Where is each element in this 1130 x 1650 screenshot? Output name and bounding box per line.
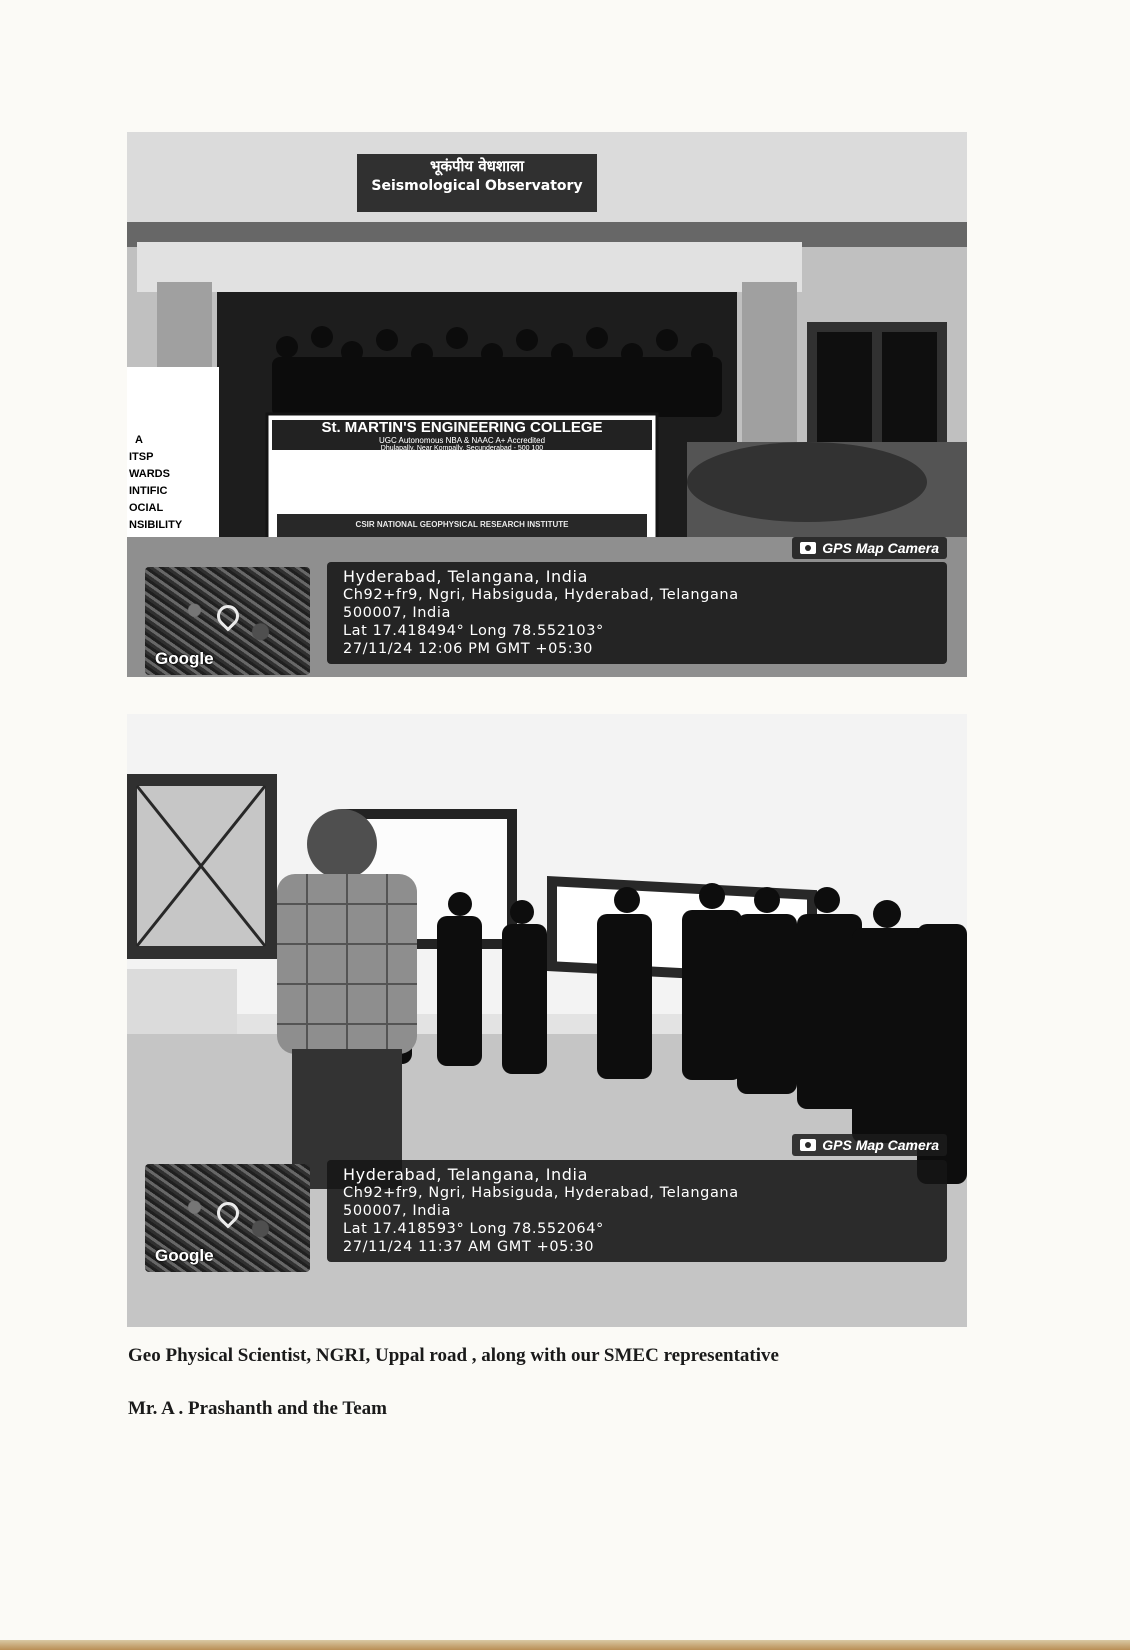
gps-timestamp: 27/11/24 12:06 PM GMT +05:30: [343, 641, 593, 657]
caption-line-1: Geo Physical Scientist, NGRI, Uppal road , along with our SMEC representative: [128, 1345, 779, 1366]
building-sign: [357, 156, 597, 196]
gps-postal: 500007, India: [343, 605, 451, 621]
page-edge: [0, 1640, 1130, 1650]
gps-location: Hyderabad, Telangana, India: [343, 1165, 589, 1184]
poster-line: OCIAL: [129, 502, 164, 514]
map-pin-icon: [212, 600, 243, 631]
caption-line-2: Mr. A . Prashanth and the Team: [128, 1398, 388, 1419]
poster-line: NSIBILITY: [129, 519, 183, 531]
gps-postal: 500007, India: [343, 1203, 451, 1219]
gps-address: Ch92+fr9, Ngri, Habsiguda, Hyderabad, Telangana: [343, 587, 739, 603]
map-thumbnail: [145, 1164, 310, 1272]
camera-icon: [800, 1139, 816, 1151]
gps-coords: Lat 17.418494° Long 78.552103°: [343, 623, 604, 639]
photo-scientist-briefing: [127, 714, 967, 1327]
gps-map-camera-badge: [792, 1134, 947, 1156]
gps-info-panel: [327, 562, 947, 664]
banner-footer: CSIR NATIONAL GEOPHYSICAL RESEARCH INSTITUTE: [355, 520, 569, 529]
gps-address: Ch92+fr9, Ngri, Habsiguda, Hyderabad, Telangana: [343, 1185, 739, 1201]
gps-badge-label: GPS Map Camera: [822, 540, 939, 556]
banner-title: St. MARTIN'S ENGINEERING COLLEGE: [321, 419, 603, 436]
gps-timestamp: 27/11/24 11:37 AM GMT +05:30: [343, 1239, 595, 1255]
gps-info-panel: [327, 1160, 947, 1262]
side-poster: [129, 432, 217, 534]
photo-group-entrance: [127, 132, 967, 677]
gps-map-camera-badge: [792, 537, 947, 559]
gps-location: Hyderabad, Telangana, India: [343, 567, 589, 586]
poster-line: A: [135, 434, 143, 446]
gps-coords: Lat 17.418593° Long 78.552064°: [343, 1221, 604, 1237]
google-logo: Google: [155, 1246, 214, 1265]
map-thumbnail: [145, 567, 310, 675]
google-logo: Google: [155, 649, 214, 668]
college-banner: [272, 420, 652, 453]
poster-line: WARDS: [129, 468, 170, 480]
banner-address: Dhulapally, Near Kompally, Secunderabad - 500 100: [380, 445, 544, 452]
poster-line: INTIFIC: [129, 485, 168, 497]
gps-badge-label: GPS Map Camera: [822, 1137, 939, 1153]
banner-subtitle: UGC Autonomous NBA & NAAC A+ Accredited: [378, 436, 546, 445]
map-pin-icon: [212, 1197, 243, 1228]
poster-line: ITSP: [129, 451, 154, 463]
camera-icon: [800, 542, 816, 554]
sign-hindi: भूकंपीय वेधशाला: [429, 157, 525, 175]
sign-english: Seismological Observatory: [371, 178, 583, 194]
